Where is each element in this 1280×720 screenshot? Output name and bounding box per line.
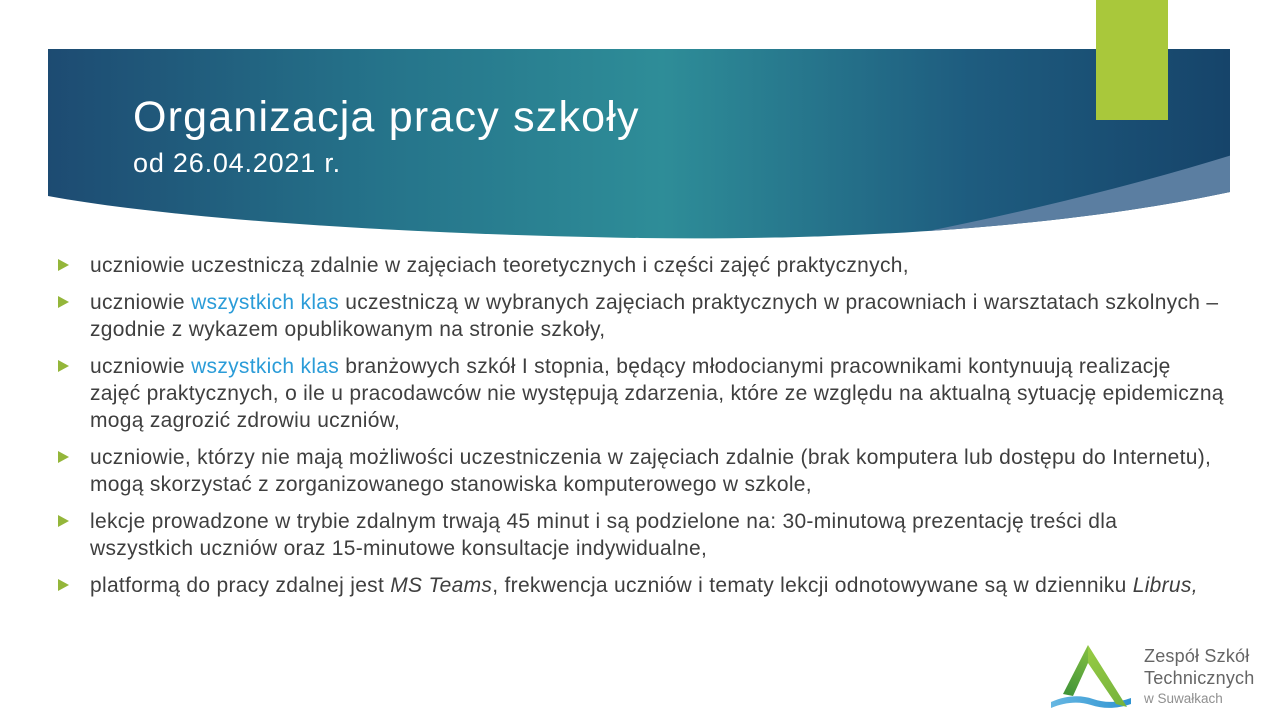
- slide-body: [56, 252, 1224, 609]
- bullet-item: [56, 289, 1224, 343]
- bullet-triangle-icon: [58, 579, 69, 591]
- bullet-item: [56, 252, 1224, 279]
- bullet-text: uczniowie, którzy nie mają możliwości uczestniczenia w zajęciach zdalnie (brak komputera lub dostępu do Internetu), mogą skorzystać z zorganizowanego stanowiska komputerowego w szkole,: [90, 446, 1212, 496]
- bullet-text: uczniowie uczestniczą zdalnie w zajęciach teoretycznych i części zajęć praktycznych,: [90, 254, 909, 277]
- accent-bar: [1096, 0, 1168, 120]
- bullet-triangle-icon: [58, 360, 69, 372]
- slide-subtitle: od 26.04.2021 r.: [133, 148, 341, 178]
- bullet-item: [56, 572, 1224, 599]
- logo-triangle-left-icon: [1063, 645, 1088, 696]
- slide-title: Organizacja pracy szkoły: [133, 93, 640, 141]
- bullet-triangle-icon: [58, 296, 69, 308]
- bullet-list: [56, 252, 1224, 599]
- school-logo: [1043, 640, 1254, 716]
- bullet-item: [56, 353, 1224, 434]
- bullet-triangle-icon: [58, 515, 69, 527]
- bullet-item: [56, 508, 1224, 562]
- bullet-text: lekcje prowadzone w trybie zdalnym trwają 45 minut i są podzielone na: 30-minutową prezentację treści dla wszystkich uczniów oraz 15-minutowe konsultacje indywidualne,: [90, 510, 1118, 560]
- logo-name-line3: w Suwałkach: [1144, 691, 1223, 706]
- bullet-item: [56, 444, 1224, 498]
- logo-name-line2: Technicznych: [1144, 668, 1255, 688]
- title-block: [133, 92, 640, 180]
- logo-triangle-right-icon: [1088, 645, 1127, 707]
- bullet-triangle-icon: [58, 451, 69, 463]
- bullet-text: uczniowie wszystkich klas uczestniczą w wybranych zajęciach praktycznych w pracowniach i warsztatach szkolnych – zgodnie z wykazem opublikowanym na stronie szkoły,: [90, 291, 1219, 341]
- bullet-text: platformą do pracy zdalnej jest MS Teams, frekwencja uczniów i tematy lekcji odnotowywane są w dzienniku Librus,: [90, 574, 1198, 597]
- logo-triangle-wave-icon: [1043, 640, 1135, 716]
- logo-text: [1144, 640, 1254, 707]
- bullet-triangle-icon: [58, 259, 69, 271]
- bullet-text: uczniowie wszystkich klas branżowych szkół I stopnia, będący młodocianymi pracownikami kontynuują realizację zajęć praktycznych, o ile u pracodawców nie występują zdarzenia, które ze względu na aktualną sytuację epidemiczną mogą zagrozić zdrowiu uczniów,: [90, 355, 1224, 432]
- logo-name-line1: Zespół Szkół: [1144, 646, 1250, 666]
